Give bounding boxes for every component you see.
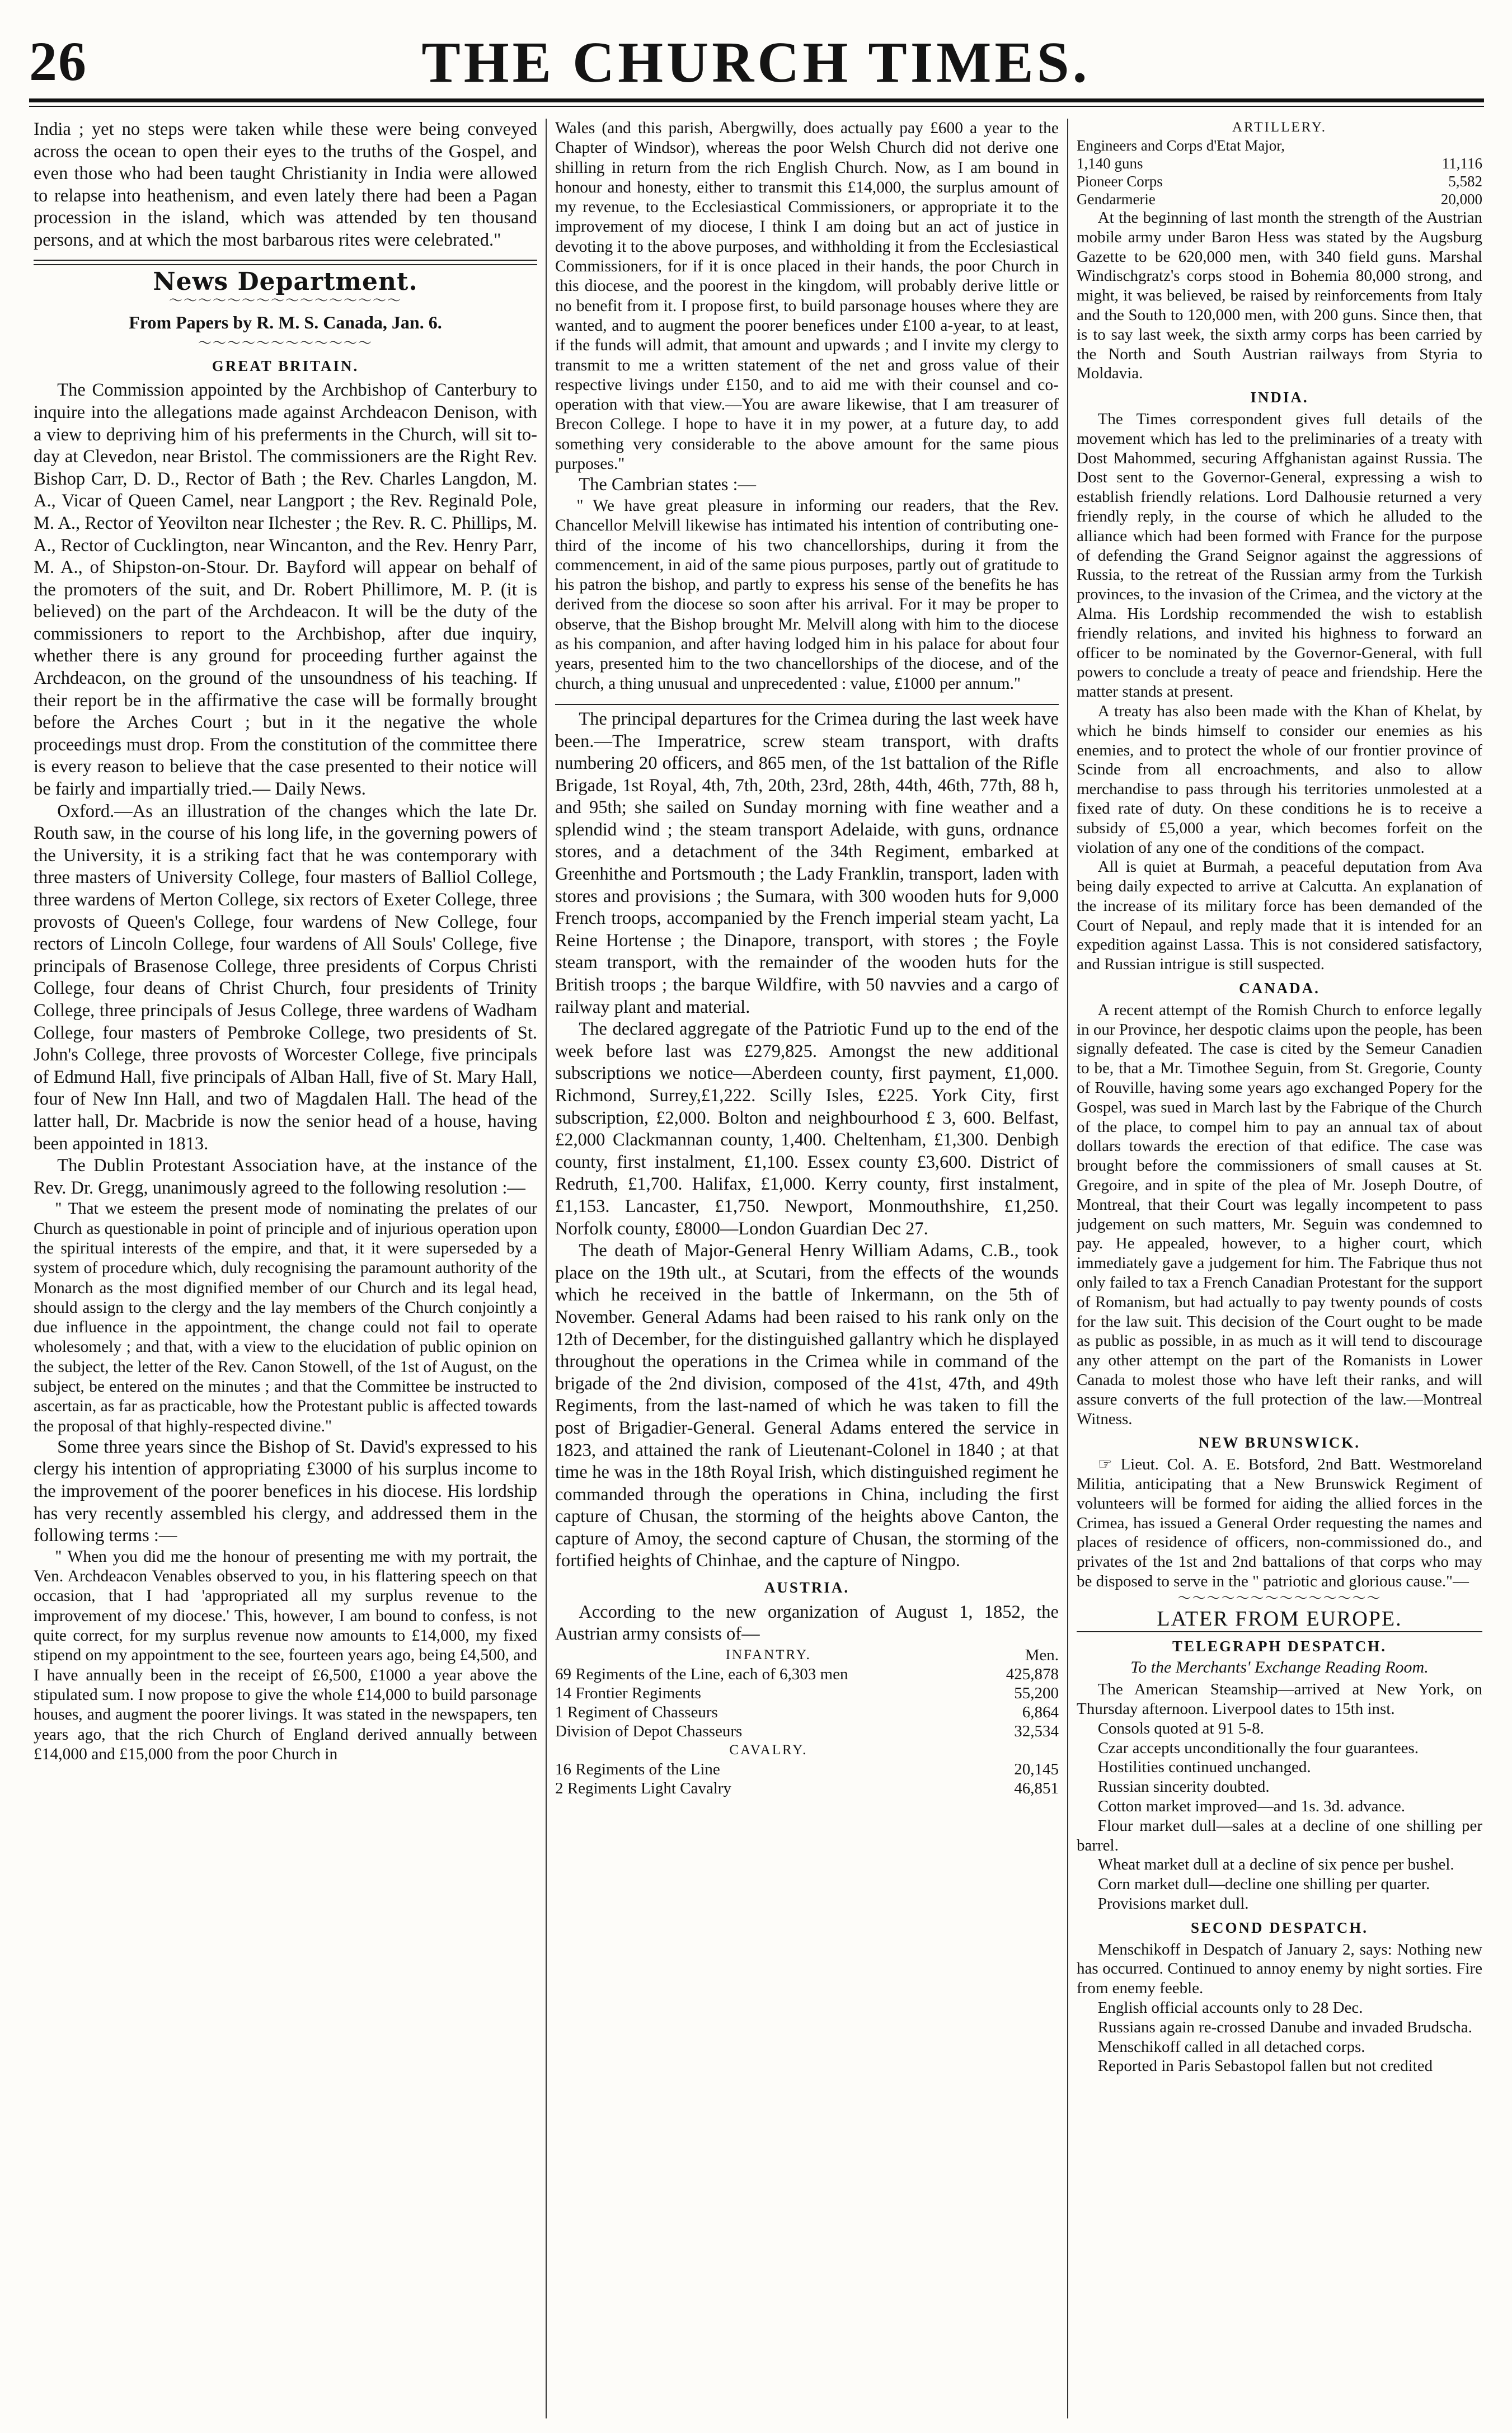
column-1 [34,119,537,2413]
dateline: From Papers by R. M. S. Canada, Jan. 6. [129,312,442,333]
news-line: The American Steamship—arrived at New York, on Thursday afternoon. Liverpool dates to 15th inst. [1077,1680,1482,1718]
article-paragraph: At the beginning of last month the strength of the Austrian mobile army under Baron Hess was stated by the Augsburg Gazette to be 620,000 men, with 340 field guns. Marshal Windischgratz's corps stood in Bohemia 80,000 strong, and might, it was believed, be raised by reinforcements from Italy and the South to 120,000 men, with 200 guns. Since then, that is to say last week, the sixth army corps has been carried by the North and South Austrian railways from Styria to Moldavia. [1077,209,1482,383]
table-section-label: CAVALRY. [729,1742,808,1758]
section-rule [34,260,537,265]
table-title: Engineers and Corps d'Etat Major, [1077,137,1285,154]
table-row: 1,140 guns 11,116 [1077,155,1482,172]
news-line: Hostilities continued unchanged. [1097,1758,1311,1777]
news-line: Flour market dull—sales at a decline of one shilling per barrel. [1077,1816,1482,1854]
subsection-heading: TELEGRAPH DESPATCH. [1172,1637,1387,1655]
publication-title: THE CHURCH TIMES. [421,30,1091,95]
article-paragraph: According to the new organization of August 1, 1852, the Austrian army consists of— [555,1601,1059,1645]
quoted-passage: Wales (and this parish, Abergwilly, does actually pay £600 a year to the Chapter of Windsor), whereas the poor Welsh Church did not derive one shilling in return from the rich English Church. Now, as I am bound in honour and honesty, either to transmit this £14,000, the surplus amount of my revenue, to the Ecclesiastical Commissioners, or appropriate it to the improvement of my diocese, I think I am doing but an act of justice in devoting it to the above purposes, and withholding it from the Ecclesiastical Commissioners, for if it is once placed in their hands, the poor Church in this diocese, and the poorest in the kingdom, will probably derive little or no benefit from it. I propose first, to build parsonage houses where they are wanted, and to augment the poorer benefices under £100 a-year, to at least, if the funds will admit, that amount and upwards ; and I invite my clergy to transmit to me a written statement of the net and gross value of their respective livings under £150, and to aid me with their counsel and co-operation with that view.—You are aware likewise, that I am treasurer of Brecon College. I hope to have it in my power, at a future day, to add something very considerable to the above amount for the same pious purposes." [555,119,1059,473]
section-rule [1077,1631,1482,1632]
section-heading: LATER FROM EUROPE. [1157,1607,1402,1631]
news-line: Consols quoted at 91 5-8. [1097,1719,1264,1737]
article-paragraph: ☞ Lieut. Col. A. E. Botsford, 2nd Batt. Westmoreland Militia, anticipating that a New Brunswick Regiment of volunteers will be formed for aiding the allied forces in the Crimea, has issued a General Order requesting the names and places of residence of officers, non-commissioned do., and privates of the 1st and 2nd battalions of that corps who may be disposed to serve in the " patriotic and glorious cause."— [1077,1455,1482,1590]
article-paragraph: The declared aggregate of the Patriotic Fund up to the end of the week before last was £279,825. Amongst the new additional subscriptions we notice—Aberdeen county, first payment, £1,000. Richmond, Surrey,£1,222. Scilly Isles, £225. York City, first subscription, £2,000. Bolton and neighbourhood £ 3, 600. Belfast, £2,000 Clackmannan county, 1,400. Cheltenham, £1,300. Denbigh county, first instalment, £1,100. Essex county £3,600. District of Redruth, £1,700. Halifax, £1,000. Kerry county, first instalment, £1,153. Lancaster, £1,750. Newport, Monmouthshire, £1,250. Norfolk county, £8000—London Guardian Dec 27. [555,1019,1059,1239]
article-paragraph: The principal departures for the Crimea during the last week have been.—The Imperatrice, screw steam transport, with drafts numbering 20 officers, and 865 men, of the 1st battalion of the Rifle Brigade, 1st Royal, 4th, 7th, 20th, 23rd, 28th, 44th, 46th, 77th, 88 h, and 95th; she sailed on Sunday morning with fine weather and a splendid wind ; the steam transport Adelaide, with guns, ordnance stores, and a detachment of the 34th Regiment, embarked at Greenhithe and Portsmouth ; the Lady Franklin, transport, laden with stores and provisions ; the Sumara, with 300 wooden huts for 9,000 French troops, accompanied by the French imperial steam yacht, La Reine Hortense ; the Dinapore, transport, with stores ; the Foyle steam transport, with the remainder of the wooden huts for the British troops ; the barque Wildfire, with 50 navvies and a cargo of railway plant and material. [555,708,1059,1017]
news-line: Menschikoff called in all detached corps. [1097,2037,1365,2056]
subsection-subtitle: To the Merchants' Exchange Reading Room. [1130,1658,1429,1677]
quoted-passage: " That we esteem the present mode of nominating the prelates of our Church as questionable in point of principle and of injurious operation upon the spiritual interests of the empire, and that, it it were superseded by a system of procedure which, duly recognising the paramount authority of the Monarch as the most dignified member of our Church and its legal head, should assign to the clergy and the lay members of the Church conjointly a due influence in the appointment, the change could not fail to operate wholesomely ; and that, with a view to the elucidation of public opinion on the subject, the letter of the Rev. Canon Stowell, of the 1st of August, on the subject, be entered on the minutes ; and that the Committee be instructed to ascertain, as far as practicable, how the Protestant public is affected towards the proposal of that highly-respected divine." [34,1200,537,1435]
news-line: Wheat market dull at a decline of six pence per bushel. [1097,1856,1454,1874]
artillery-table [1077,119,1482,208]
table-section-label: ARTILLERY. [1232,120,1327,135]
article-paragraph: A treaty has also been made with the Khan of Khelat, by which he binds himself to consider our enemies as his enemies, and to protect the whole of our frontier province of Scinde from all encroachments, and also to allow merchandise to pass through his territories unmolested at a fixed rate of duty. On these conditions he is to receive a subsidy of £5,000 a year, which becomes forfeit on the violation of any one of the conditions of the compact. [1077,702,1482,857]
masthead-rule [29,98,1484,102]
ornamental-divider: 〜〜〜〜〜〜〜〜〜〜〜〜〜〜 [1177,1591,1382,1606]
table-row: 14 Frontier Regiments 55,200 [555,1684,1059,1702]
table-row: 1 Regiment of Chasseurs 6,864 [555,1703,1059,1721]
region-heading: AUSTRIA. [764,1579,850,1596]
quoted-passage: " When you did me the honour of presenting me with my portrait, the Ven. Archdeacon Venables observed to you, in his flattering speech on that occasion, that I had 'appropriated all my surplus revenue to the improvement of my diocese.' This, however, I am bound to confess, is not quite correct, for my surplus revenue now amounts to £14,000, my fixed stipend on my appointment to the see, fourteen years ago, being £4,500, and I have annually been in the receipt of £6,500, £1000 a year above the stipulated sum. I now propose to give the whole £14,000 to build parsonage houses, and augment the poorer livings. It was stated in the newspapers, ten years ago, that the rich Church of England derived annually between £14,000 and £15,000 from the poor Church in [34,1547,537,1763]
news-line: Czar accepts unconditionally the four guarantees. [1097,1739,1419,1757]
column-divider [1067,119,1068,2418]
page-number: 26 [29,30,87,92]
news-line: Russian sincerity doubted. [1097,1778,1270,1796]
news-line: Cotton market improved—and 1s. 3d. advance. [1097,1797,1405,1815]
article-paragraph: The death of Major-General Henry William Adams, C.B., took place on the 19th ult., at Scutari, from the effects of the wounds which he received in the battle of Inkermann, on the 5th of November. General Adams had been raised to his rank only on the 12th of December, for the distinguished gallantry which he displayed throughout the operations in the Crimea while in command of the brigade of the 2nd division, composed of the 41st, 47th, and 49th Regiments, from the last-named of which he was taken to fill the post of Brigadier-General. General Adams entered the service in 1823, and attained the rank of Lieutenant-Colonel in 1840 ; at that time he was in the 18th Royal Irish, which distinguished regiment he commanded through the operations in China, including the first capture of Chusan, the storming of the heights above Canton, the capture of Amoy, the second capture of Chusan, the storming of the fortified heights of Chinhae, and the capture of Ningpo. [555,1241,1059,1571]
masthead [0,0,1512,112]
table-row: Pioneer Corps 5,582 [1077,173,1482,190]
article-paragraph: The Dublin Protestant Association have, at the instance of the Rev. Dr. Gregg, unanimously agreed to the following resolution :— [34,1156,537,1198]
table-row: 2 Regiments Light Cavalry 46,851 [555,1779,1059,1797]
region-heading: GREAT BRITAIN. [212,357,359,374]
news-line: Russians again re-crossed Danube and invaded Brudscha. [1097,2018,1472,2036]
subsection-heading: SECOND DESPATCH. [1190,1919,1369,1936]
table-row: 69 Regiments of the Line, each of 6,303 men 425,878 [555,1665,1059,1683]
article-paragraph: All is quiet at Burmah, a peaceful deputation from Ava being daily expected to arrive at Calcutta. An explanation of the increase of its military force has been demanded of the Court of Nepaul, and reply made that it is intended for an expedition against Lassa. This is not considered satisfactory, and Russian intrigue is still suspected. [1077,858,1482,974]
news-line: Corn market dull—decline one shilling per quarter. [1097,1875,1430,1894]
pointing-hand-icon: ☞ [1097,1455,1121,1474]
article-paragraph: A recent attempt of the Romish Church to enforce legally in our Province, her despotic claims upon the people, has been signally defeated. The case is cited by the Semeur Canadien to be, that a Mr. Timothee Seguin, from St. Gregorie, County of Rouville, having some years ago exchanged Popery for the Gospel, was sued in March last by the Fabrique of the Church of the place, to compel him to pay an annual tax of about dollars towards the erection of that edifice. The case was brought before the commissioners of small causes at St. Gregoire, and in spite of the plea of Mr. Joseph Doutre, of Montreal, that their Court was legally incompetent to pass judgement on such matters, Mr. Seguin was condemned to pay. He appealed, however, to a higher court, which immediately gave a judgement for him. The Fabrique thus not only failed to tax a French Canadian Protestant for the support of Romanism, but had actually to pay twenty pounds of costs for the law suit. This decision of the Court ought to be made as public as possible, in as much as it will tend to discourage any other attempt on the part of the Romanists in Lower Canada to molest those who have left their ranks, and will assure converts of the full protection of the law.—Montreal Witness. [1077,1001,1482,1428]
article-paragraph: Oxford.—As an illustration of the changes which the late Dr. Routh saw, in the course of his long life, in the governing powers of the University, it is a striking fact that he was contemporary with three masters of University College, four masters of Balliol College, three wardens of Merton College, six rectors of Exeter College, three provosts of Queen's College, four wardens of New College, four rectors of Lincoln College, four wardens of All Souls' College, five principals of Brasenose College, three presidents of Corpus Christi College, four deans of Christ Church, four presidents of Trinity College, three principals of Jesus College, three wardens of Wadham College, four masters of Pembroke College, two presidents of St. John's College, three provosts of Worcester College, five principals of Edmund Hall, five principals of Alban Hall, five of St. Mary Hall, four of New Inn Hall, and two of Magdalen Hall. The head of the latter hall, Dr. Macbride is now the senior head of a house, having been appointed in 1813. [34,801,537,1154]
article-paragraph: India ; yet no steps were taken while these were being conveyed across the ocean to open their eyes to the truths of the Gospel, and even those who had been taught Christianity in India were allowed to relapse into heathenism, and even lately there had been a Pagan procession in the island, which was attended by ten thousand persons, and at which the most barbarous rites were celebrated." [34,119,537,250]
section-heading: News Department. [153,267,418,296]
table-column-header: Men. [1025,1646,1059,1664]
article-paragraph: The Times correspondent gives full details of the movement which has led to the preliminaries of a treaty with Dost Mahommed, securing Affghanistan against Russia. The Dost sent to the Governor-General, expressing a wish to establish friendly relations. Lord Dalhousie returned a very friendly reply, in the course of which he alluded to the alliance which had been formed with France for the purpose of defending the Grand Seignor against the aggressions of Russia, to the retreat of the Russian army from the Turkish provinces, to the invasion of the Crimea, and the victory at the Alma. His Lordship recommended the wish to establish friendly relations, and invited his highness to forward an officer to be nominated by the Governor-General, with full powers to conclude a treaty of peace and friendship. Here the matter stands at present. [1077,410,1482,701]
table-row: 16 Regiments of the Line 20,145 [555,1760,1059,1778]
region-heading: INDIA. [1250,389,1309,406]
news-line: Provisions market dull. [1097,1894,1249,1913]
article-paragraph: The Commission appointed by the Archbishop of Canterbury to inquire into the allegations made against Archdeacon Denison, with a view to depriving him of his preferments in the Church, will sit to-day at Clevedon, near Bristol. The commissioners are the Right Rev. Bishop Carr, D. D., Rector of Bath ; the Rev. Charles Langdon, M. A., Vicar of Queen Camel, near Langport ; the Rev. Reginald Pole, M. A., Rector of Yeovilton near Ilchester ; the Rev. R. C. Phillips, M. A., Rector of Cucklington, near Wincanton, and the Rev. Henry Parr, M. A., of Shipston-on-Stour. Dr. Bayford will appear on behalf of the promoters of the suit, and Dr. Robert Phillimore, M. P. (it is believed) on the part of the Archdeacon. It will be the duty of the commissioners to report to the Archbishop, after due inquiry, whether there is any ground for proceeding further against the Archdeacon, on the ground of the unsoundness of his teaching. If their report be in the affirmative the case will be formally brought before the Arches Court ; but in it the negative the whole proceedings must drop. From the constitution of the committee there is every reason to believe that the case presented to their notice will be fairly and impartially tried.— Daily News. [34,380,537,800]
masthead-rule-thin [29,106,1484,107]
section-rule [555,704,1059,705]
region-heading: NEW BRUNSWICK. [1198,1434,1361,1452]
column-3 [1077,119,1482,2413]
news-line: Reported in Paris Sebastopol fallen but not credited [1097,2057,1433,2075]
ornamental-divider: 〜〜〜〜〜〜〜〜〜〜〜〜 [198,336,373,351]
ornamental-divider: 〜〜〜〜〜〜〜〜〜〜〜〜〜〜〜〜 [169,294,402,309]
region-heading: CANADA. [1239,980,1320,997]
column-divider [546,119,547,2418]
article-paragraph: The Cambrian states :— [579,475,757,495]
table-section-label: INFANTRY. [725,1647,811,1662]
column-2 [555,119,1059,2413]
army-table [555,1646,1059,1798]
table-row: Gendarmerie 20,000 [1077,191,1482,208]
table-row: Division of Depot Chasseurs 32,534 [555,1722,1059,1740]
article-paragraph: Some three years since the Bishop of St. David's expressed to his clergy his intention of appropriating £3000 of his surplus income to the improvement of the poorer benefices in his diocese. His lordship has very recently assembled his clergy, and addressed them in the following terms :— [34,1436,537,1546]
news-line: Menschikoff in Despatch of January 2, says: Nothing new has occurred. Continued to annoy enemy by night sorties. Fire from enemy feeble. [1077,1940,1482,1998]
news-line: English official accounts only to 28 Dec. [1097,1998,1363,2017]
quoted-passage: " We have great pleasure in informing our readers, that the Rev. Chancellor Melvill likewise has intimated his intention of contributing one-third of the income of his two chancellorships, during it from the commencement, in aid of the same pious purposes, partly out of gratitude to his patron the bishop, and partly to express his sense of the benefits he has derived from the diocese so soon after his arrival. For it may be proper to observe, that the Bishop brought Mr. Melvill along with him to the diocese as his companion, and after having lodged him in his palace for about four years, presented him to the two chancellorships of the diocese, and of the church, a thing unusual and unprecedented : value, £1000 per annum." [555,496,1059,693]
